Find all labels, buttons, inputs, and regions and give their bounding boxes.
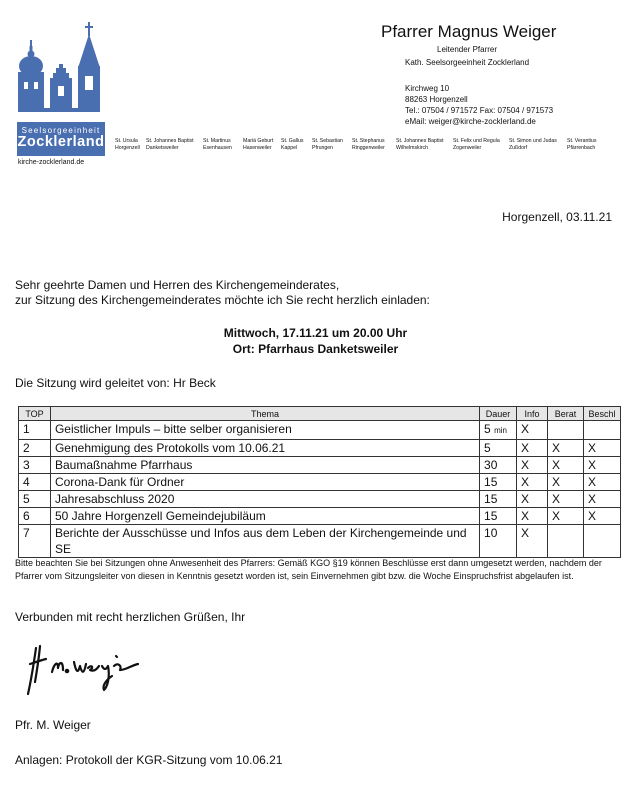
closing-line: Verbunden mit recht herzlichen Grüßen, Ihr	[15, 610, 246, 624]
logo-wordmark	[17, 122, 105, 156]
parish-7: St. Johannes Baptist Wilhelmskirch	[396, 138, 444, 151]
parish-6: St. Stephanus Ringgenweiler	[352, 138, 385, 151]
led-by: Die Sitzung wird geleitet von: Hr Beck	[15, 376, 216, 390]
table-row: 4 Corona-Dank für Ordner 15 X X X	[19, 474, 621, 491]
table-row: 3 Baumaßnahme Pfarrhaus 30 X X X	[19, 457, 621, 474]
col-header-thema: Thema	[50, 407, 479, 421]
parish-5: St. Sebastian Pfrungen	[312, 138, 343, 151]
letter-date: Horgenzell, 03.11.21	[502, 210, 612, 224]
table-row: 2 Genehmigung des Protokolls vom 10.06.21 5 X X X	[19, 440, 621, 457]
logo-url: kirche-zocklerland.de	[18, 159, 85, 166]
col-header-top: TOP	[19, 407, 51, 421]
parish-1: St. Johannes Baptist Danketsweiler	[146, 138, 194, 151]
handwritten-signature	[22, 642, 152, 702]
greeting-line2: zur Sitzung des Kirchengemeinderates möchte ich Sie recht herzlich einladen:	[15, 293, 430, 307]
parish-10: St. Verantius Pfärrenbach	[567, 138, 597, 151]
col-header-info: Info	[517, 407, 548, 421]
logo-line1: Seelsorgeeinheit	[21, 126, 101, 135]
table-row: 7 Berichte der Ausschüsse und Infos aus dem Leben der Kirchengemeinde und SE 10 X	[19, 525, 621, 558]
meeting-when: Mittwoch, 17.11.21 um 20.00 Uhr	[223, 326, 408, 340]
sender-name: Pfarrer Magnus Weiger	[381, 22, 557, 41]
table-row: 5 Jahresabschluss 2020 15 X X X	[19, 491, 621, 508]
sender-phone: Tel.: 07504 / 971572 Fax: 07504 / 971573	[405, 106, 554, 115]
sender-org: Kath. Seelsorgeeinheit Zocklerland	[405, 58, 530, 67]
col-header-beschl: Beschl	[583, 407, 620, 421]
parish-logo-church-icon	[14, 20, 106, 112]
signer-name: Pfr. M. Weiger	[15, 718, 91, 732]
parish-9: St. Simon und Judas Zußdorf	[509, 138, 557, 151]
sender-street: Kirchweg 10	[405, 84, 450, 93]
agenda-header-row	[19, 407, 621, 421]
parish-0: St. Ursula Horgenzell	[115, 138, 140, 151]
parish-8: St. Felix und Regula Zogenweiler	[453, 138, 500, 151]
sender-city: 88263 Horgenzell	[405, 95, 468, 104]
greeting-line1: Sehr geehrte Damen und Herren des Kirchengemeinderates,	[15, 278, 340, 292]
kgo-note: Bitte beachten Sie bei Sitzungen ohne Anwesenheit des Pfarrers: Gemäß KGO §19 können Beschlüsse erst dann umgesetzt werden, nachdem der Pfarrer vom Sitzungsleiter von diesen in Kenntnis gesetzt worden ist, sein Einvernehmen gibt bzw. die Woche Einspruchsfrist abgelaufen ist.	[15, 558, 602, 581]
sender-email: eMail: weiger@kirche-zocklerland.de	[405, 117, 536, 126]
sender-role: Leitender Pfarrer	[437, 45, 498, 54]
col-header-berat: Berat	[548, 407, 584, 421]
table-row: 6 50 Jahre Horgenzell Gemeindejubiläum 15 X X X	[19, 508, 621, 525]
logo-line2: Zocklerland	[17, 134, 105, 150]
attachments: Anlagen: Protokoll der KGR-Sitzung vom 10.06.21	[15, 753, 283, 767]
parish-2: St. Martinus Esenhausen	[203, 138, 232, 151]
meeting-where: Ort: Pfarrhaus Danketsweiler	[232, 342, 399, 356]
table-row: 1 Geistlicher Impuls – bitte selber organisieren 5 min X	[19, 421, 621, 440]
parish-4: St. Gallus Kappel	[281, 138, 304, 151]
agenda-table	[18, 406, 621, 558]
parish-3: Mariä Geburt Hasenweiler	[243, 138, 274, 151]
col-header-dauer: Dauer	[480, 407, 517, 421]
